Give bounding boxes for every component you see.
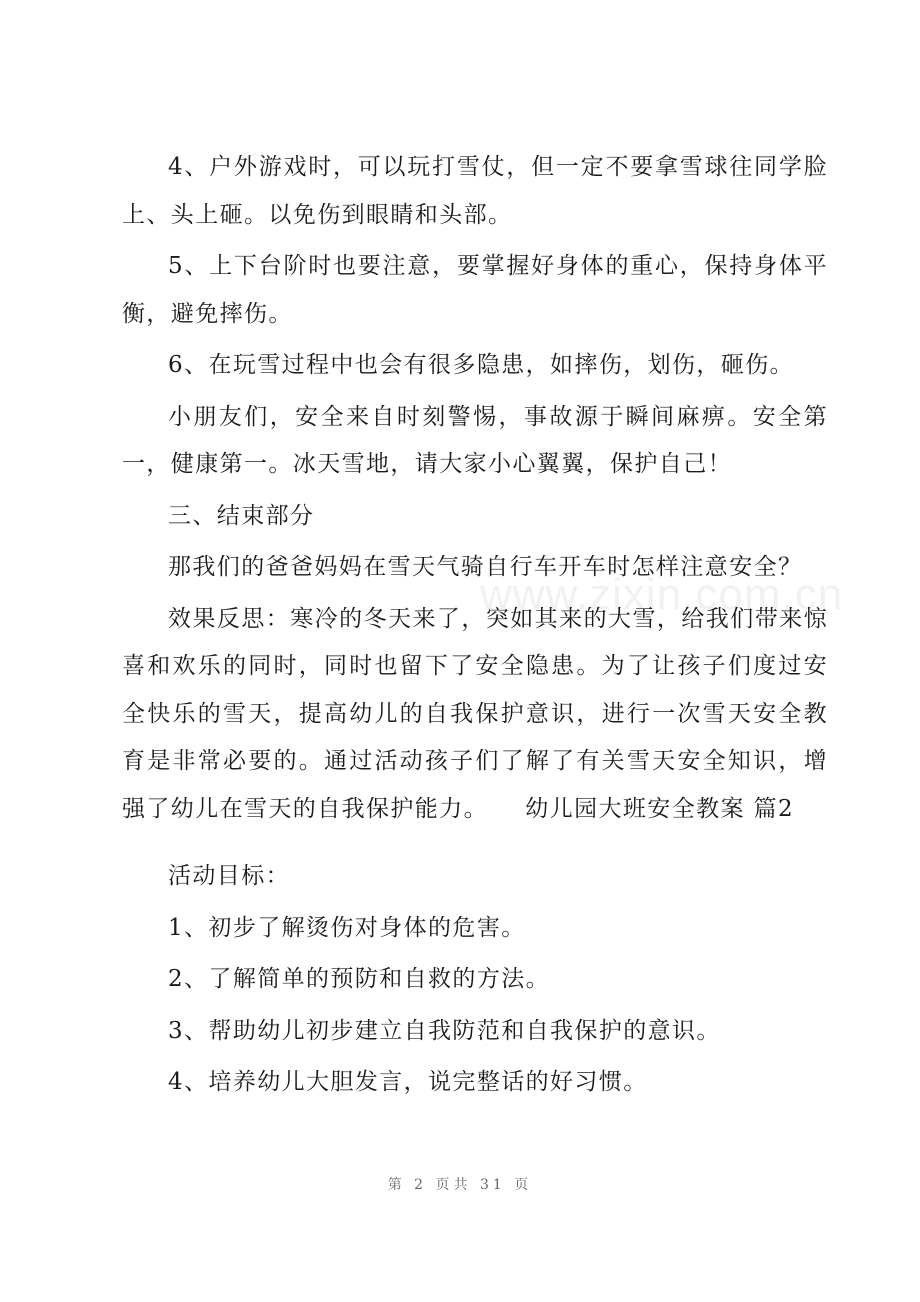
goal-item-1: 1、初步了解烫伤对身体的危害。: [168, 914, 526, 941]
goal-item-4: 4、培养幼儿大胆发言，说完整话的好习惯。: [168, 1069, 648, 1095]
section-heading-ending: 三、结束部分: [168, 502, 315, 529]
paragraph-safety-slogan: 小朋友们，安全来自时刻警惕，事故源于瞬间麻痹。安全第一，健康第一。冰天雪地，请大家小心翼翼，保护自己！: [122, 403, 828, 477]
paragraph-snowball-rule: 4、户外游戏时，可以玩打雪仗，但一定不要拿雪球往同学脸上、头上砸。以免伤到眼睛和头部。: [122, 154, 828, 228]
goal-item-2: 2、了解简单的预防和自救的方法。: [168, 966, 551, 992]
paragraph-hazards: 6、在玩雪过程中也会有很多隐患，如摔伤，划伤，砸伤。: [168, 352, 795, 378]
heading-activity-goals: 活动目标：: [168, 863, 290, 889]
page-number-footer: 第 2 页共 31 页: [387, 1177, 533, 1193]
paragraph-reflection: 效果反思：寒冷的冬天来了，突如其来的大雪，给我们带来惊喜和欢乐的同时，同时也留下了安全隐患。为了让孩子们度过安全快乐的雪天，提高幼儿的自我保护意识，进行一次雪天安全教育是非常必要的。通过活动孩子们了解了有关雪天安全知识，增强了幼儿在雪天的自我保护能力。 幼儿园大班安全教案 篇2: [122, 605, 828, 822]
document-body: [122, 144, 828, 1111]
goal-item-3: 3、帮助幼儿初步建立自我防范和自我保护的意识。: [168, 1017, 721, 1044]
paragraph-stairs-rule: 5、上下台阶时也要注意，要掌握好身体的重心，保持身体平衡，避免摔伤。: [122, 253, 828, 327]
paragraph-parents-question: 那我们的爸爸妈妈在雪天气骑自行车开车时怎样注意安全？: [168, 554, 803, 580]
site-watermark: www.zixin.com.cn: [480, 570, 844, 619]
